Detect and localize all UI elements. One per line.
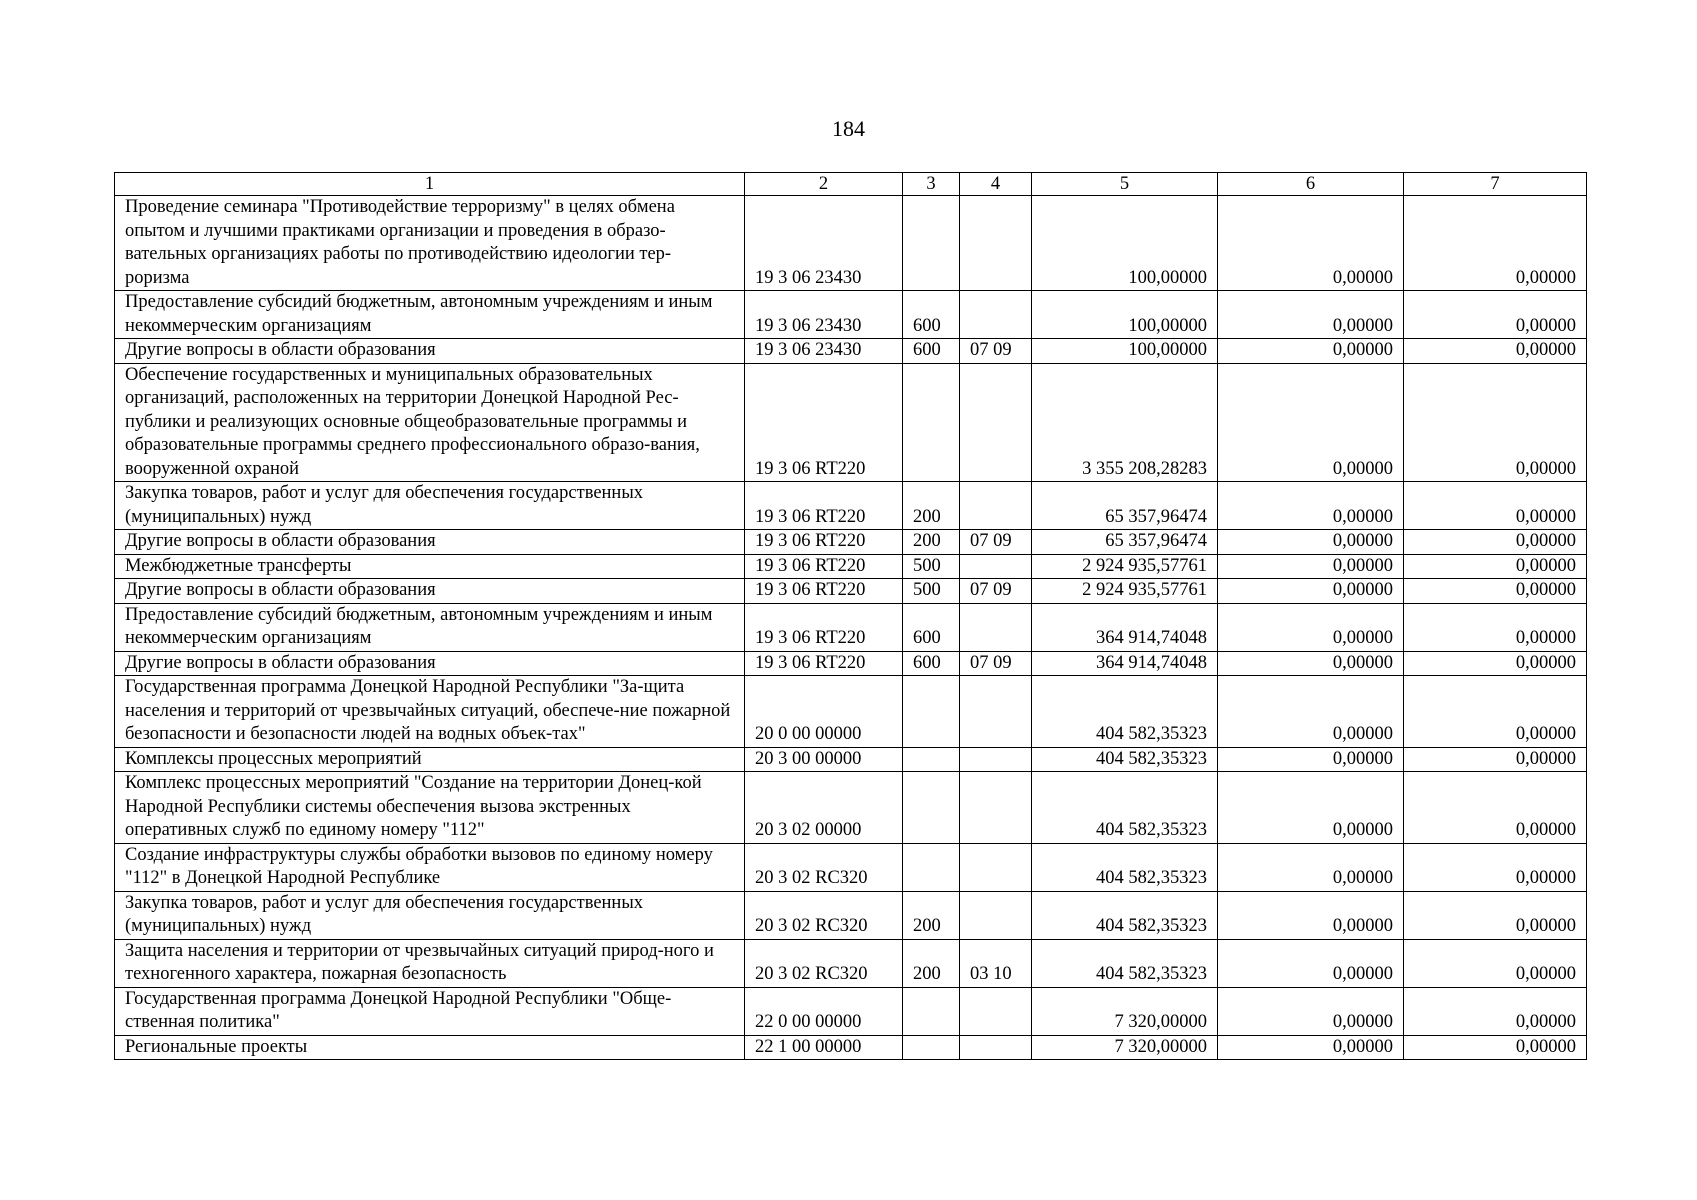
- amount-col6-cell: 0,00000: [1218, 554, 1404, 579]
- amount-col6-cell: 0,00000: [1218, 579, 1404, 604]
- amount-col5-cell: 404 582,35323: [1032, 772, 1218, 844]
- amount-col7-cell: 0,00000: [1404, 482, 1587, 530]
- column-header: 2: [745, 173, 903, 196]
- target-article-code-cell: 20 3 02 00000: [745, 772, 903, 844]
- amount-col6-cell: 0,00000: [1218, 291, 1404, 339]
- item-name-cell: Защита населения и территории от чрезвычайных ситуаций природ-ного и техногенного характера, пожарная безопасность: [115, 939, 745, 987]
- target-article-code-cell: 19 3 06 RT220: [745, 554, 903, 579]
- amount-col7-cell: 0,00000: [1404, 891, 1587, 939]
- section-code-cell: [960, 482, 1032, 530]
- amount-col7-cell: 0,00000: [1404, 772, 1587, 844]
- item-name-cell: Закупка товаров, работ и услуг для обеспечения государственных (муниципальных) нужд: [115, 891, 745, 939]
- expense-type-cell: [903, 676, 960, 748]
- amount-col7-cell: 0,00000: [1404, 676, 1587, 748]
- amount-col7-cell: 0,00000: [1404, 363, 1587, 482]
- section-code-cell: 07 09: [960, 530, 1032, 555]
- item-name-cell: Предоставление субсидий бюджетным, автономным учреждениям и иным некоммерческим организациям: [115, 603, 745, 651]
- amount-col6-cell: 0,00000: [1218, 891, 1404, 939]
- amount-col7-cell: 0,00000: [1404, 579, 1587, 604]
- target-article-code-cell: 20 3 02 RC320: [745, 939, 903, 987]
- section-code-cell: [960, 363, 1032, 482]
- amount-col5-cell: 100,00000: [1032, 291, 1218, 339]
- amount-col6-cell: 0,00000: [1218, 530, 1404, 555]
- column-header: 3: [903, 173, 960, 196]
- expense-type-cell: [903, 747, 960, 772]
- target-article-code-cell: 20 0 00 00000: [745, 676, 903, 748]
- table-row: [115, 530, 1587, 555]
- amount-col6-cell: 0,00000: [1218, 747, 1404, 772]
- table-row: [115, 843, 1587, 891]
- budget-table: [114, 172, 1587, 1060]
- item-name-cell: Создание инфраструктуры службы обработки вызовов по единому номеру "112" в Донецкой Народной Республике: [115, 843, 745, 891]
- amount-col6-cell: 0,00000: [1218, 939, 1404, 987]
- section-code-cell: [960, 196, 1032, 291]
- expense-type-cell: 600: [903, 603, 960, 651]
- expense-type-cell: 500: [903, 554, 960, 579]
- amount-col6-cell: 0,00000: [1218, 676, 1404, 748]
- expense-type-cell: [903, 363, 960, 482]
- expense-type-cell: 600: [903, 339, 960, 364]
- amount-col7-cell: 0,00000: [1404, 1035, 1587, 1060]
- amount-col6-cell: 0,00000: [1218, 651, 1404, 676]
- table-row: [115, 363, 1587, 482]
- table-row: [115, 554, 1587, 579]
- expense-type-cell: 200: [903, 482, 960, 530]
- amount-col7-cell: 0,00000: [1404, 530, 1587, 555]
- expense-type-cell: [903, 1035, 960, 1060]
- expense-type-cell: [903, 987, 960, 1035]
- item-name-cell: Комплексы процессных мероприятий: [115, 747, 745, 772]
- column-header: 5: [1032, 173, 1218, 196]
- amount-col7-cell: 0,00000: [1404, 987, 1587, 1035]
- item-name-cell: Государственная программа Донецкой Народной Республики "За-щита населения и территорий от чрезвычайных ситуаций, обеспече-ние пожарной безопасности и безопасности людей на водных объек-тах": [115, 676, 745, 748]
- page-number: 184: [832, 116, 865, 141]
- item-name-cell: Закупка товаров, работ и услуг для обеспечения государственных (муниципальных) нужд: [115, 482, 745, 530]
- target-article-code-cell: 19 3 06 RT220: [745, 482, 903, 530]
- section-code-cell: [960, 747, 1032, 772]
- table-row: [115, 196, 1587, 291]
- item-name-cell: Региональные проекты: [115, 1035, 745, 1060]
- amount-col6-cell: 0,00000: [1218, 482, 1404, 530]
- item-name-cell: Межбюджетные трансферты: [115, 554, 745, 579]
- section-code-cell: [960, 987, 1032, 1035]
- section-code-cell: [960, 676, 1032, 748]
- amount-col6-cell: 0,00000: [1218, 363, 1404, 482]
- item-name-cell: Комплекс процессных мероприятий "Создание на территории Донец-кой Народной Республики системы обеспечения вызова экстренных оперативных служб по единому номеру "112": [115, 772, 745, 844]
- amount-col5-cell: 364 914,74048: [1032, 651, 1218, 676]
- amount-col7-cell: 0,00000: [1404, 651, 1587, 676]
- amount-col5-cell: 7 320,00000: [1032, 987, 1218, 1035]
- table-row: [115, 651, 1587, 676]
- expense-type-cell: [903, 196, 960, 291]
- item-name-cell: Другие вопросы в области образования: [115, 651, 745, 676]
- amount-col5-cell: 404 582,35323: [1032, 843, 1218, 891]
- table-row: [115, 987, 1587, 1035]
- expense-type-cell: 200: [903, 891, 960, 939]
- amount-col6-cell: 0,00000: [1218, 987, 1404, 1035]
- target-article-code-cell: 22 1 00 00000: [745, 1035, 903, 1060]
- expense-type-cell: 200: [903, 939, 960, 987]
- amount-col5-cell: 3 355 208,28283: [1032, 363, 1218, 482]
- section-code-cell: [960, 843, 1032, 891]
- section-code-cell: 07 09: [960, 339, 1032, 364]
- column-header: 6: [1218, 173, 1404, 196]
- amount-col5-cell: 7 320,00000: [1032, 1035, 1218, 1060]
- amount-col5-cell: 65 357,96474: [1032, 530, 1218, 555]
- expense-type-cell: [903, 843, 960, 891]
- expense-type-cell: [903, 772, 960, 844]
- amount-col5-cell: 65 357,96474: [1032, 482, 1218, 530]
- section-code-cell: [960, 1035, 1032, 1060]
- amount-col7-cell: 0,00000: [1404, 603, 1587, 651]
- amount-col7-cell: 0,00000: [1404, 939, 1587, 987]
- target-article-code-cell: 19 3 06 RT220: [745, 363, 903, 482]
- target-article-code-cell: 19 3 06 RT220: [745, 530, 903, 555]
- section-code-cell: 07 09: [960, 579, 1032, 604]
- expense-type-cell: 200: [903, 530, 960, 555]
- expense-type-cell: 600: [903, 291, 960, 339]
- target-article-code-cell: 19 3 06 23430: [745, 291, 903, 339]
- expense-type-cell: 500: [903, 579, 960, 604]
- header-row: [115, 173, 1587, 196]
- table-row: [115, 891, 1587, 939]
- table-row: [115, 339, 1587, 364]
- table-row: [115, 1035, 1587, 1060]
- amount-col5-cell: 2 924 935,57761: [1032, 554, 1218, 579]
- item-name-cell: Предоставление субсидий бюджетным, автономным учреждениям и иным некоммерческим организациям: [115, 291, 745, 339]
- target-article-code-cell: 19 3 06 23430: [745, 196, 903, 291]
- target-article-code-cell: 19 3 06 RT220: [745, 651, 903, 676]
- section-code-cell: [960, 291, 1032, 339]
- amount-col7-cell: 0,00000: [1404, 554, 1587, 579]
- item-name-cell: Обеспечение государственных и муниципальных образовательных организаций, расположенных на территории Донецкой Народной Рес-публики и реализующих основные общеобразовательные программы и образовательные программы среднего профессионального образо-вания, вооруженной охраной: [115, 363, 745, 482]
- section-code-cell: [960, 891, 1032, 939]
- amount-col5-cell: 100,00000: [1032, 196, 1218, 291]
- item-name-cell: Другие вопросы в области образования: [115, 530, 745, 555]
- amount-col5-cell: 100,00000: [1032, 339, 1218, 364]
- amount-col6-cell: 0,00000: [1218, 339, 1404, 364]
- item-name-cell: Государственная программа Донецкой Народной Республики "Обще-ственная политика": [115, 987, 745, 1035]
- column-header: 4: [960, 173, 1032, 196]
- table-row: [115, 579, 1587, 604]
- target-article-code-cell: 19 3 06 RT220: [745, 579, 903, 604]
- amount-col7-cell: 0,00000: [1404, 747, 1587, 772]
- amount-col6-cell: 0,00000: [1218, 843, 1404, 891]
- target-article-code-cell: 20 3 02 RC320: [745, 843, 903, 891]
- amount-col7-cell: 0,00000: [1404, 843, 1587, 891]
- target-article-code-cell: 19 3 06 RT220: [745, 603, 903, 651]
- amount-col7-cell: 0,00000: [1404, 339, 1587, 364]
- target-article-code-cell: 20 3 02 RC320: [745, 891, 903, 939]
- item-name-cell: Проведение семинара "Противодействие терроризму" в целях обмена опытом и лучшими практиками организации и проведения в образо-вательных организациях работы по противодействию идеологии тер-роризма: [115, 196, 745, 291]
- column-header: 7: [1404, 173, 1587, 196]
- amount-col7-cell: 0,00000: [1404, 291, 1587, 339]
- amount-col6-cell: 0,00000: [1218, 196, 1404, 291]
- amount-col5-cell: 404 582,35323: [1032, 676, 1218, 748]
- item-name-cell: Другие вопросы в области образования: [115, 579, 745, 604]
- amount-col6-cell: 0,00000: [1218, 1035, 1404, 1060]
- table-row: [115, 939, 1587, 987]
- amount-col5-cell: 404 582,35323: [1032, 939, 1218, 987]
- section-code-cell: 03 10: [960, 939, 1032, 987]
- table-row: [115, 482, 1587, 530]
- amount-col5-cell: 2 924 935,57761: [1032, 579, 1218, 604]
- table-row: [115, 291, 1587, 339]
- target-article-code-cell: 22 0 00 00000: [745, 987, 903, 1035]
- amount-col6-cell: 0,00000: [1218, 603, 1404, 651]
- item-name-cell: Другие вопросы в области образования: [115, 339, 745, 364]
- amount-col5-cell: 364 914,74048: [1032, 603, 1218, 651]
- amount-col5-cell: 404 582,35323: [1032, 891, 1218, 939]
- table-row: [115, 772, 1587, 844]
- target-article-code-cell: 20 3 00 00000: [745, 747, 903, 772]
- section-code-cell: 07 09: [960, 651, 1032, 676]
- amount-col6-cell: 0,00000: [1218, 772, 1404, 844]
- expense-type-cell: 600: [903, 651, 960, 676]
- table-row: [115, 676, 1587, 748]
- section-code-cell: [960, 603, 1032, 651]
- table-body: [115, 196, 1587, 1060]
- column-header: 1: [115, 173, 745, 196]
- section-code-cell: [960, 554, 1032, 579]
- target-article-code-cell: 19 3 06 23430: [745, 339, 903, 364]
- table-row: [115, 603, 1587, 651]
- section-code-cell: [960, 772, 1032, 844]
- amount-col7-cell: 0,00000: [1404, 196, 1587, 291]
- table-row: [115, 747, 1587, 772]
- amount-col5-cell: 404 582,35323: [1032, 747, 1218, 772]
